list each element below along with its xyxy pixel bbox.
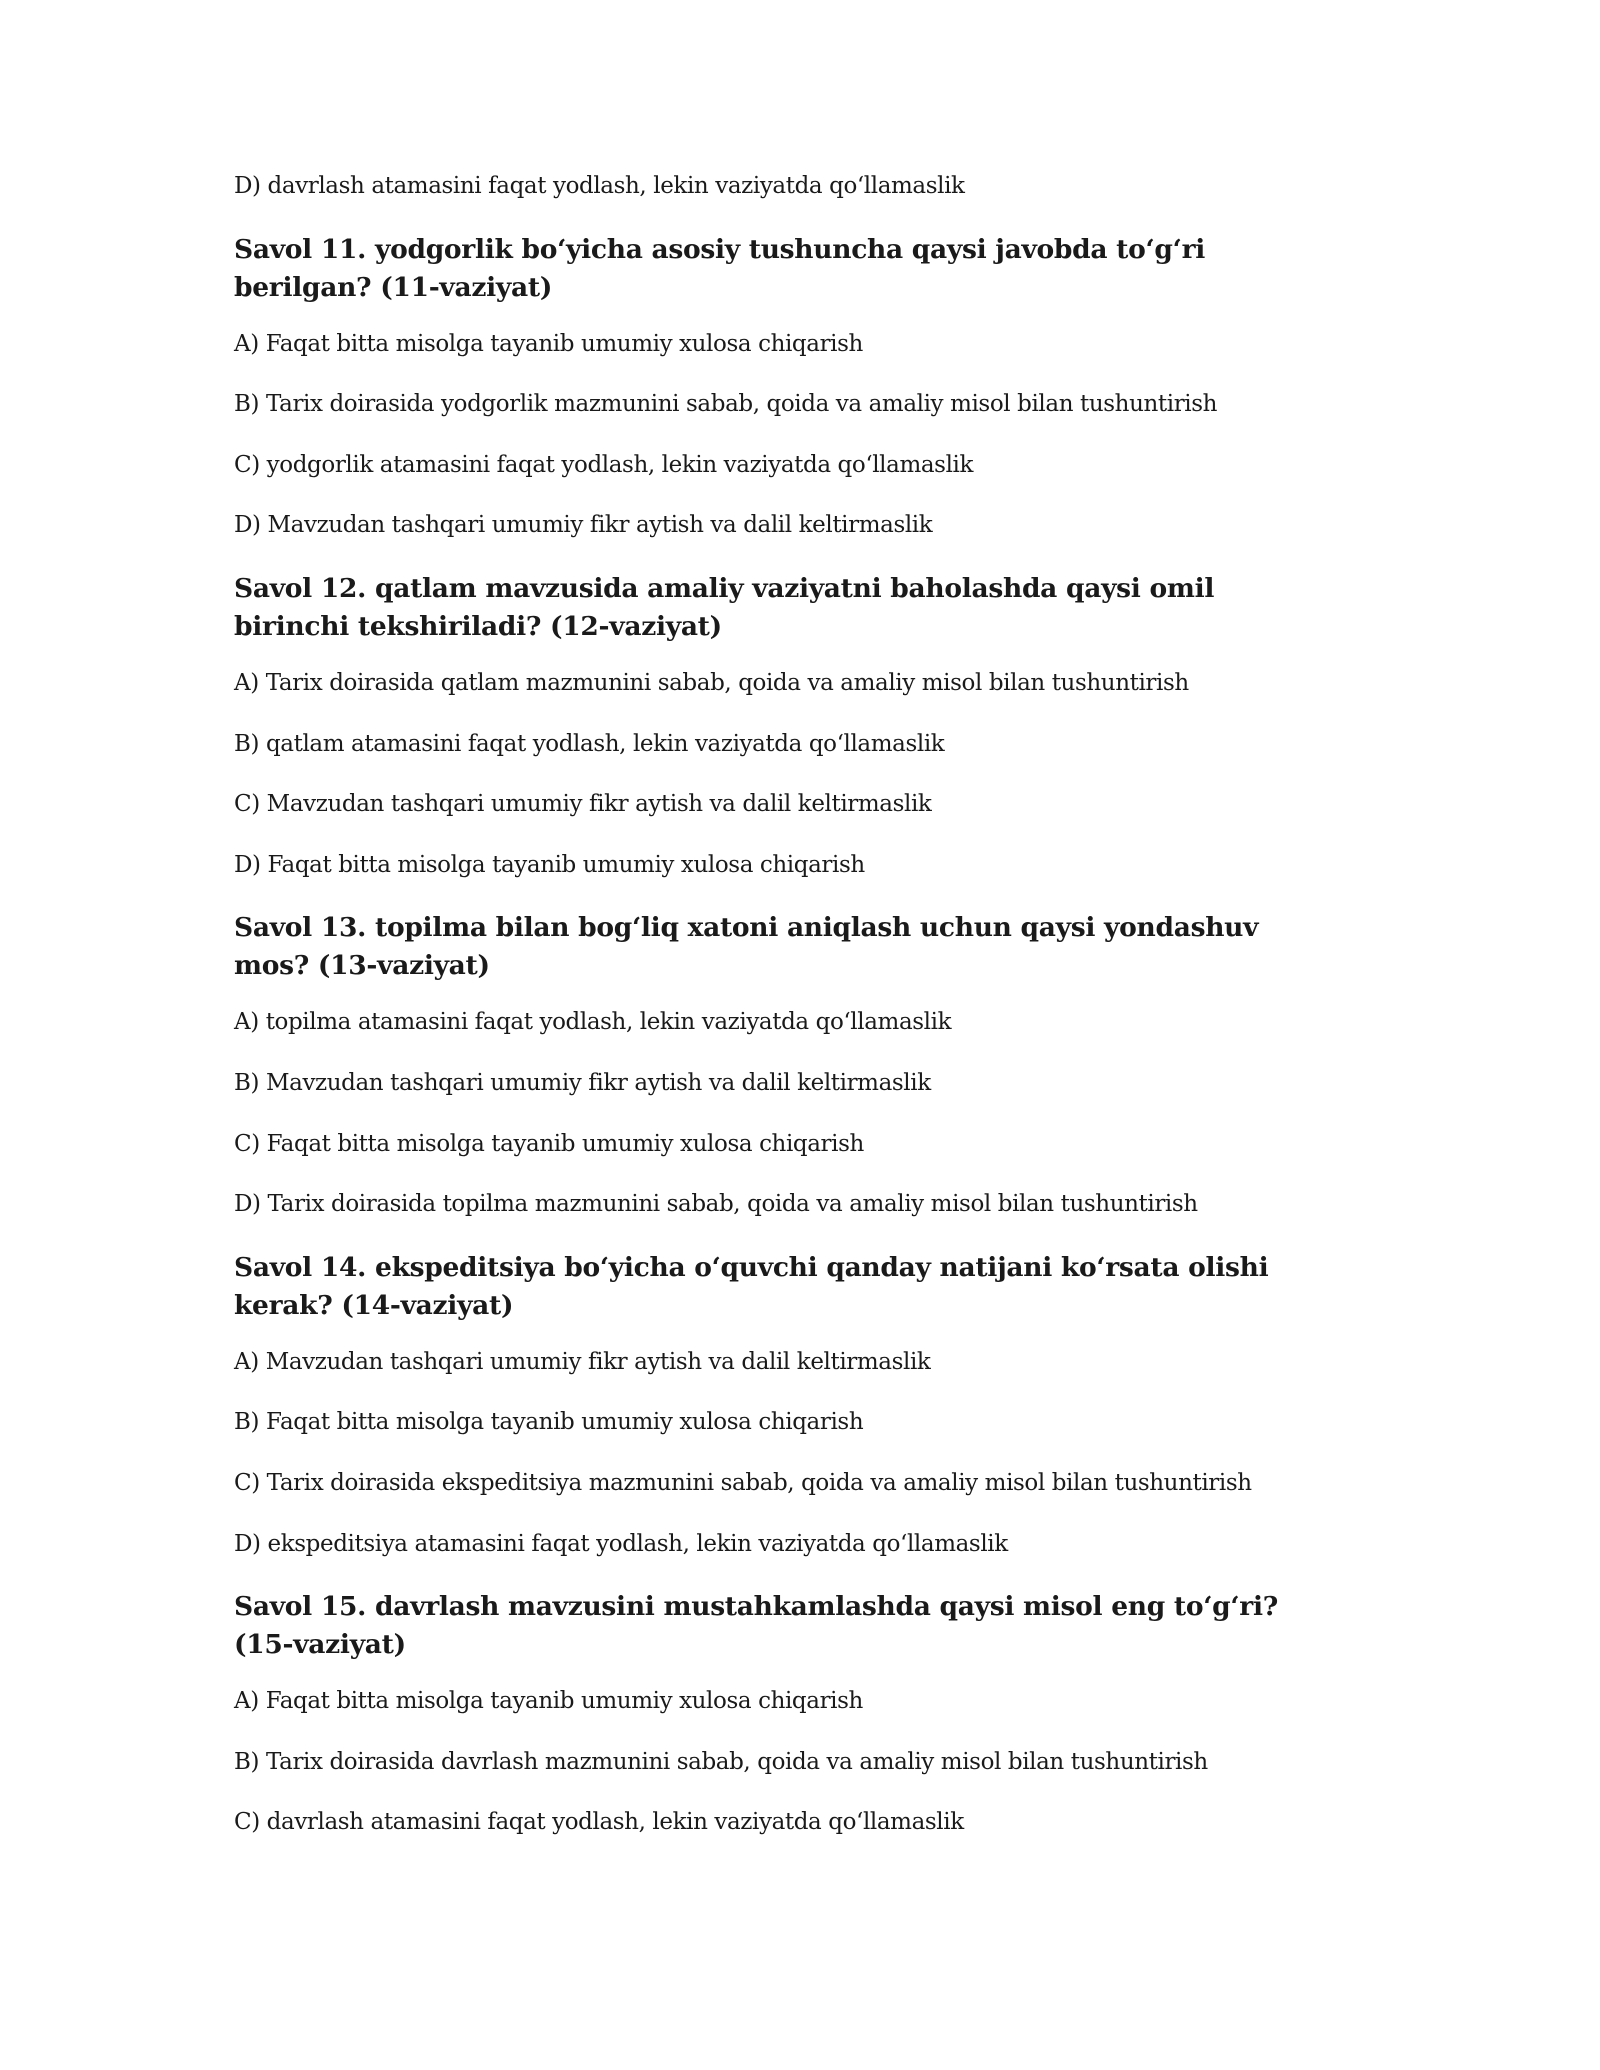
option-item: D) davrlash atamasini faqat yodlash, lekin vaziyatda qo‘llamaslik (234, 173, 965, 199)
option-item: A) topilma atamasini faqat yodlash, lekin vaziyatda qo‘llamaslik (234, 1009, 952, 1036)
option-item: D) Mavzudan tashqari umumiy fikr aytish va dalil keltirmaslik (234, 512, 933, 539)
option-item: A) Tarix doirasida qatlam mazmunini sabab, qoida va amaliy misol bilan tushuntirish (234, 669, 1189, 696)
option-item: A) Mavzudan tashqari umumiy fikr aytish va dalil keltirmaslik (234, 1348, 931, 1375)
option-item: D) ekspeditsiya atamasini faqat yodlash, lekin vaziyatda qo‘llamaslik (234, 1530, 1008, 1557)
option-item: B) qatlam atamasini faqat yodlash, lekin vaziyatda qo‘llamaslik (234, 730, 945, 757)
question-title: Savol 11. yodgorlik bo‘yicha asosiy tushuncha qaysi javobda to‘g‘ri berilgan? (11-vaziyat) (234, 233, 1206, 303)
option-item: B) Tarix doirasida davrlash mazmunini sabab, qoida va amaliy misol bilan tushuntirish (234, 1748, 1208, 1775)
question-block (234, 909, 1324, 1220)
question-title: Savol 14. ekspeditsiya bo‘yicha o‘quvchi qanday natijani ko‘rsata olishi kerak? (14-vaziyat) (234, 1251, 1269, 1321)
question-block (234, 570, 1324, 881)
option-item: C) yodgorlik atamasini faqat yodlash, lekin vaziyatda qo‘llamaslik (234, 451, 974, 478)
option-item: B) Tarix doirasida yodgorlik mazmunini sabab, qoida va amaliy misol bilan tushuntirish (234, 391, 1218, 418)
question-title: Savol 15. davrlash mavzusini mustahkamlashda qaysi misol eng to‘g‘ri? (15-vaziyat) (234, 1591, 1278, 1661)
document-page (234, 170, 1324, 1867)
question-block (234, 1249, 1324, 1560)
question-block (234, 231, 1324, 542)
option-item: D) Faqat bitta misolga tayanib umumiy xulosa chiqarish (234, 851, 865, 878)
option-item: C) Tarix doirasida ekspeditsiya mazmunini sabab, qoida va amaliy misol bilan tushuntirish (234, 1469, 1252, 1496)
option-item: B) Mavzudan tashqari umumiy fikr aytish va dalil keltirmaslik (234, 1069, 931, 1096)
question-block (234, 1588, 1324, 1838)
question-title: Savol 12. qatlam mavzusida amaliy vaziyatni baholashda qaysi omil birinchi tekshiriladi? (12-vaziyat) (234, 572, 1215, 642)
option-item: A) Faqat bitta misolga tayanib umumiy xulosa chiqarish (234, 1688, 863, 1715)
question-title: Savol 13. topilma bilan bog‘liq xatoni aniqlash uchun qaysi yondashuv mos? (13-vaziyat) (234, 912, 1259, 982)
option-item: C) Faqat bitta misolga tayanib umumiy xulosa chiqarish (234, 1130, 864, 1157)
option-item: C) Mavzudan tashqari umumiy fikr aytish va dalil keltirmaslik (234, 791, 932, 818)
option-item: B) Faqat bitta misolga tayanib umumiy xulosa chiqarish (234, 1409, 864, 1436)
option-item: C) davrlash atamasini faqat yodlash, lekin vaziyatda qo‘llamaslik (234, 1809, 964, 1836)
option-item: D) Tarix doirasida topilma mazmunini sabab, qoida va amaliy misol bilan tushuntirish (234, 1191, 1198, 1218)
option-item: A) Faqat bitta misolga tayanib umumiy xulosa chiqarish (234, 330, 863, 357)
